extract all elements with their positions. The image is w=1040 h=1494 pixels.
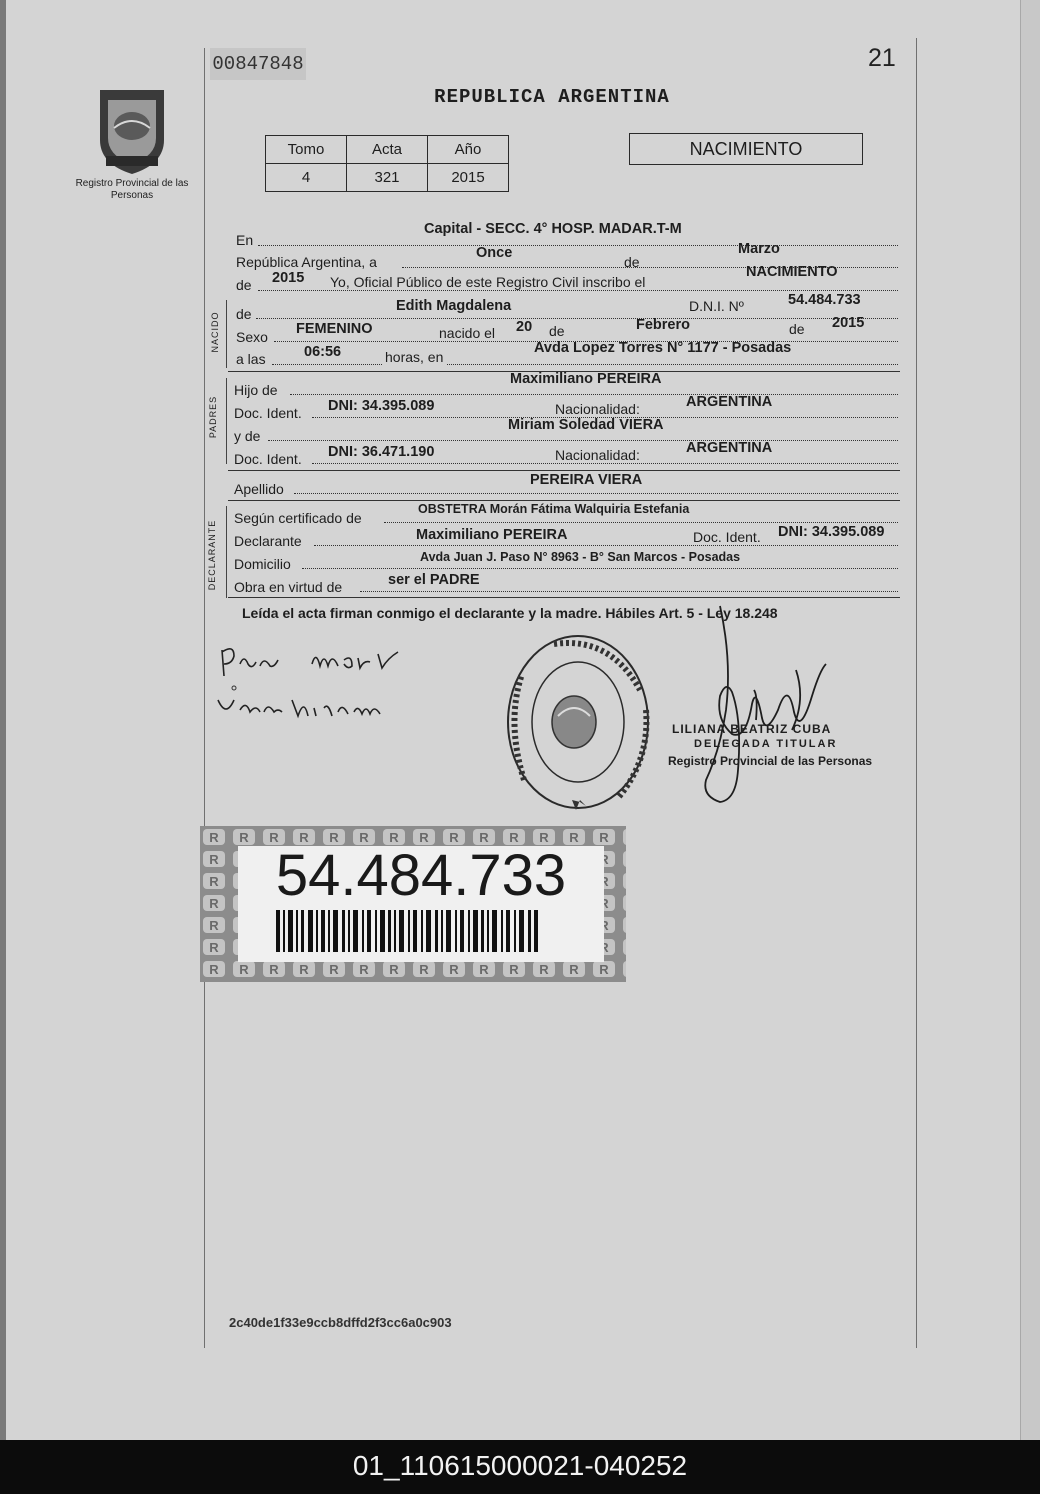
dni-label: D.N.I. Nº [686, 298, 747, 314]
nacionalidad-label: Nacionalidad: [552, 447, 643, 463]
dotted-line [384, 522, 898, 523]
dotted-line [258, 245, 898, 246]
dotted-line [302, 568, 898, 569]
birth-year: 2015 [832, 315, 865, 331]
delegation-round-stamp-icon [500, 630, 660, 820]
section-bracket [226, 300, 227, 368]
mother-nationality: ARGENTINA [686, 440, 773, 456]
mother-doc: DNI: 36.471.190 [328, 444, 435, 460]
value-tomo: 4 [266, 164, 347, 192]
hijo-de-label: Hijo de [234, 382, 278, 398]
barcode-bars-icon [276, 910, 538, 952]
birth-time: 06:56 [304, 344, 342, 360]
document-hash: 2c40de1f33e9ccb8dffd2f3cc6a0c903 [229, 1315, 452, 1330]
section-bracket [226, 378, 227, 464]
inscribo-label: Yo, Oficial Público de este Registro Civil inscribo el [330, 274, 649, 290]
handwritten-signatures-icon [212, 638, 412, 728]
child-dni: 54.484.733 [788, 292, 861, 308]
dotted-line [360, 591, 898, 592]
section-divider [228, 500, 900, 501]
republica-label: República Argentina, a [236, 254, 377, 270]
birth-month: Febrero [636, 317, 690, 333]
barcode-number: 54.484.733 [275, 843, 567, 908]
child-name: Edith Magdalena [396, 298, 512, 314]
sex-value: FEMENINO [296, 321, 373, 337]
header-acta: Acta [347, 136, 428, 164]
day-word: Once [476, 245, 513, 261]
de-label: de [624, 254, 640, 270]
declarante-section-label: DECLARANTE [207, 519, 217, 591]
official-name: LILIANA BEATRIZ CUBA [672, 722, 832, 736]
surname: PEREIRA VIERA [530, 472, 643, 488]
father-doc: DNI: 34.395.089 [328, 398, 435, 414]
declarante-label: Declarante [234, 533, 302, 549]
month-value: Marzo [738, 241, 780, 257]
reference-table [265, 135, 509, 192]
declarant-name: Maximiliano PEREIRA [416, 527, 568, 543]
dotted-line [256, 318, 898, 319]
segun-label: Según certificado de [234, 510, 362, 526]
declarant-doc: DNI: 34.395.089 [778, 524, 885, 540]
obra-value: ser el PADRE [388, 572, 480, 588]
nacido-el-label: nacido el [436, 325, 498, 341]
dotted-line [314, 545, 898, 546]
birth-day: 20 [516, 319, 533, 335]
doc-ident-label: Doc. Ident. [234, 405, 302, 421]
record-type-box: NACIMIENTO [629, 133, 863, 165]
en-label: En [236, 232, 254, 248]
header-ano: Año [428, 136, 509, 164]
de-label: de [786, 321, 808, 337]
de-year-label: de [236, 277, 252, 293]
domicilio-label: Domicilio [234, 556, 291, 572]
obra-label: Obra en virtud de [234, 579, 343, 595]
apellido-label: Apellido [234, 481, 284, 497]
dotted-line [268, 440, 898, 441]
official-signature-icon [696, 600, 846, 810]
value-ano: 2015 [428, 164, 509, 192]
serial-number: 00847848 [210, 48, 306, 80]
form-left-border [204, 48, 205, 1348]
section-bracket [226, 506, 227, 598]
nacido-section-label: NACIDO [210, 311, 220, 353]
official-registry: Registro Provincial de las Personas [668, 754, 873, 768]
form-right-border [916, 38, 917, 1348]
doc-ident-label: Doc. Ident. [690, 529, 764, 545]
doc-ident-label: Doc. Ident. [234, 451, 302, 467]
nacido-de-label: de [236, 306, 252, 322]
dotted-line [312, 463, 898, 464]
de-label: de [546, 323, 568, 339]
father-nationality: ARGENTINA [686, 394, 773, 410]
seal-caption: Registro Provincial de las Personas [75, 178, 189, 201]
dotted-line [294, 493, 898, 494]
scan-edge-right [1020, 0, 1040, 1440]
official-title: DELEGADA TITULAR [694, 738, 838, 750]
value-acta: 321 [347, 164, 428, 192]
country-heading: REPUBLICA ARGENTINA [434, 86, 670, 108]
year-value: 2015 [272, 270, 305, 286]
page-number: 21 [868, 44, 896, 72]
father-name: Maximiliano PEREIRA [510, 371, 662, 387]
footer-id: 01_110615000021-040252 [0, 1440, 1040, 1494]
y-de-label: y de [234, 428, 261, 444]
sexo-label: Sexo [236, 329, 268, 345]
dotted-line [290, 394, 898, 395]
address-value: Avda Juan J. Paso N° 8963 - B° San Marcos - Posadas [420, 550, 741, 564]
padres-section-label: PADRES [208, 395, 218, 439]
section-divider [228, 597, 900, 598]
read-note: Leída el acta firman conmigo el declarante y la madre. Hábiles Art. 5 - Ley 18.248 [242, 605, 778, 621]
certificate-value: OBSTETRA Morán Fátima Walquiria Estefania [418, 502, 690, 516]
mother-name: Miriam Soledad VIERA [508, 417, 664, 433]
horas-label: horas, en [382, 349, 446, 365]
dotted-line [272, 364, 898, 365]
a-las-label: a las [236, 351, 266, 367]
dotted-line [258, 290, 898, 291]
provincial-seal-icon [92, 84, 172, 176]
header-tomo: Tomo [266, 136, 347, 164]
inscribo-value: NACIMIENTO [746, 264, 838, 280]
birth-place: Avda Lopez Torres N° 1177 - Posadas [534, 340, 792, 356]
section-divider [228, 470, 900, 471]
place-value: Capital - SECC. 4° HOSP. MADAR.T-M [424, 221, 682, 237]
nacionalidad-label: Nacionalidad: [552, 401, 643, 417]
scan-edge-left [0, 0, 6, 1440]
